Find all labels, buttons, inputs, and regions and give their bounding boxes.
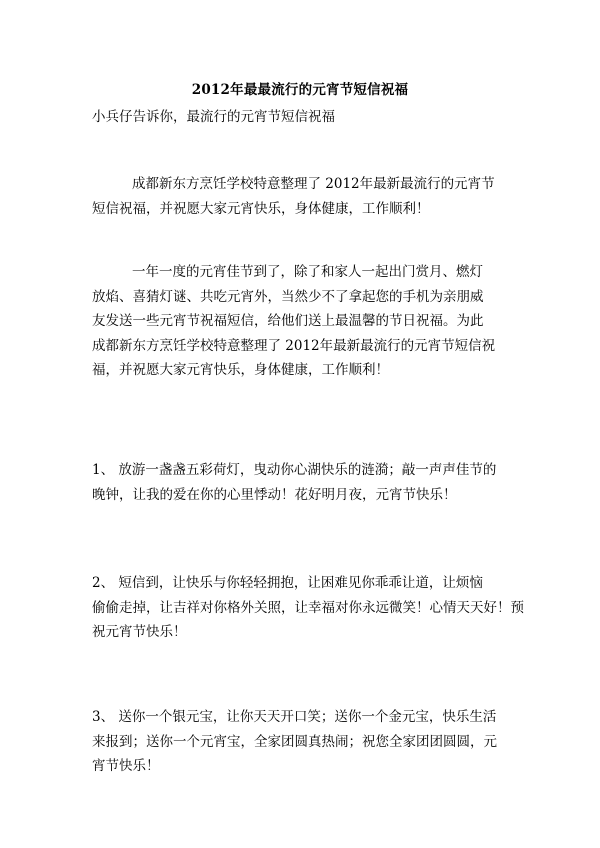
text-line: 3、 送你一个银元宝，让你天天开口笑；送你一个金元宝，快乐生活 (92, 709, 497, 725)
message-item-2 (92, 571, 522, 645)
text-line: 成都新东方烹饪学校特意整理了 2012年最新最流行的元宵节短信祝 (92, 337, 496, 354)
document-subtitle: 小兵仔告诉你，最流行的元宵节短信祝福 (92, 109, 335, 125)
text-line: 福，并祝愿大家元宵快乐，身体健康，工作顺利！ (92, 362, 389, 378)
message-item-1 (92, 458, 522, 507)
text-line: 来报到；送你一个元宵宝，全家团圆真热闹；祝您全家团团圆圆，元 (92, 733, 497, 750)
text-line: 1、 放游一盏盏五彩荷灯，曳动你心湖快乐的涟漪；敲一声声佳节的 (92, 462, 497, 478)
text-line: 成都新东方烹饪学校特意整理了 2012年最新最流行的元宵节 (132, 176, 495, 192)
text-line: 晚钟，让我的爱在你的心里悸动！花好明月夜，元宵节快乐！ (92, 486, 457, 503)
message-item-3 (92, 705, 522, 779)
text-line: 祝元宵节快乐！ (92, 624, 187, 640)
intro-paragraph (92, 172, 522, 221)
text-line: 友发送一些元宵节祝福短信，给他们送上最温馨的节日祝福。为此 (92, 313, 484, 329)
document-title: 2012年最最流行的元宵节短信祝福 (191, 82, 409, 98)
text-line: 宵节快乐！ (92, 758, 160, 774)
body-paragraph (92, 260, 522, 383)
text-line: 放焰、喜猜灯谜、共吃元宵外，当然少不了拿起您的手机为亲朋威 (92, 288, 484, 305)
text-line: 2、 短信到，让快乐与你轻轻拥抱，让困难见你乖乖让道，让烦恼 (92, 575, 483, 591)
text-line: 一年一度的元宵佳节到了，除了和家人一起出门赏月、燃灯 (132, 264, 483, 280)
text-line: 偷偷走掉，让吉祥对你格外关照，让幸福对你永远微笑！心情天天好！预 (92, 599, 524, 616)
text-line: 短信祝福，并祝愿大家元宵快乐，身体健康，工作顺利！ (92, 200, 430, 217)
